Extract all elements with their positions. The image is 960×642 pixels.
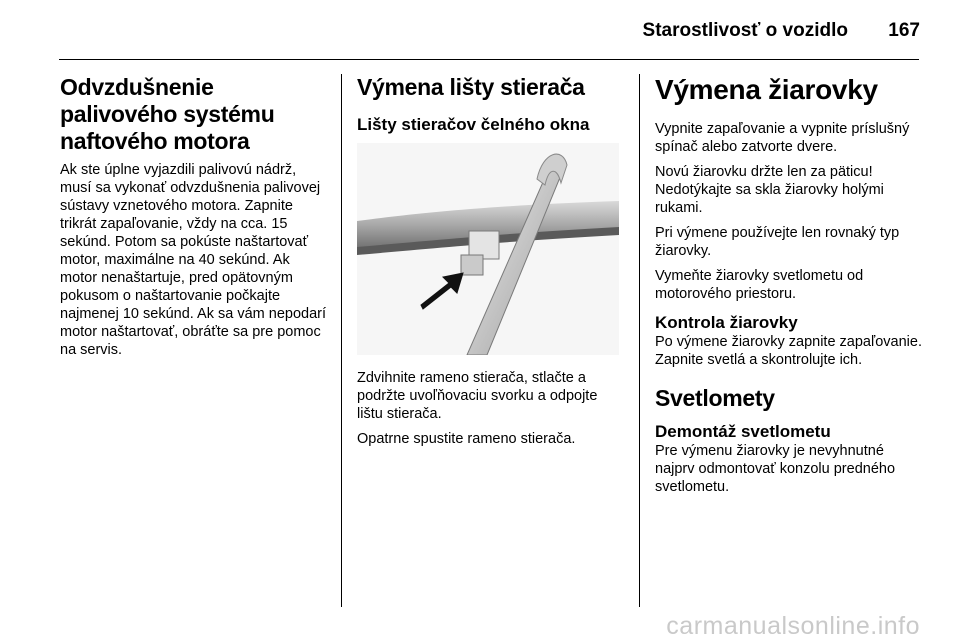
headlamp-removal-body: Pre výmenu žiarovky je nevyhnutné najprv odmontovať konzolu predného svetlometu. — [655, 443, 896, 495]
wiper-subheading: Lišty stieračov čelného okna — [357, 115, 590, 134]
bulb-para-1: Vypnite zapaľovanie a vypnite príslušný spínač alebo zatvorte dvere. — [655, 121, 910, 155]
bulb-check-heading: Kontrola žiarovky — [655, 313, 798, 332]
wiper-heading: Výmena lišty stierača — [357, 74, 585, 100]
column-divider-1 — [341, 74, 342, 607]
column-wiper-blade — [357, 74, 627, 455]
watermark: carmanualsonline.info — [666, 612, 920, 640]
bulb-para-3: Pri výmene používejte len rovnaký typ žiarovky. — [655, 225, 900, 259]
column-bulb-replacement — [655, 74, 925, 503]
wiper-step-2: Opatrne spustite rameno stierača. — [357, 431, 576, 447]
column-divider-2 — [639, 74, 640, 607]
bulb-heading: Výmena žiarovky — [655, 74, 878, 105]
bulb-check-body: Po výmene žiarovky zapnite zapaľovanie. Zapnite svetlá a skontrolujte ich. — [655, 334, 922, 368]
column-fuel-bleed — [60, 74, 330, 366]
page-number: 167 — [888, 20, 920, 41]
wiper-blade-illustration — [357, 143, 619, 355]
wiper-step-1: Zdvihnite rameno stierača, stlačte a podržte uvoľňovaciu svorku a odpojte lištu stierača. — [357, 370, 598, 422]
fuel-bleed-heading: Odvzdušnenie palivového systému naftového motora — [60, 74, 275, 154]
fuel-bleed-body: Ak ste úplne vyjazdili palivovú nádrž, musí sa vykonať odvzdušnenia palivovej sústavy vznetového motora. Zapnite trikrát zapaľovanie, vždy na cca. 15 sekúnd. Potom sa pokúste naštartovať motor, maximálne na 40 sekúnd. Ak motor nenaštartuje, pred opätovným pokusom o naštartovanie počkajte najmenej 10 sekúnd. Ak sa vám nepodarí motor naštartovať, obráťte sa pre pomoc na servis. — [60, 162, 326, 358]
wiper-blade-figure — [357, 143, 619, 355]
header-title: Starostlivosť o vozidlo — [642, 20, 848, 41]
header-divider — [59, 59, 919, 60]
page-header — [0, 0, 960, 60]
bulb-para-2: Novú žiarovku držte len za päticu! Nedotýkajte sa skla žiarovky holými rukami. — [655, 164, 884, 216]
bulb-para-4: Vymeňte žiarovky svetlometu od motorového priestoru. — [655, 268, 864, 302]
headlamp-removal-heading: Demontáž svetlometu — [655, 422, 831, 441]
headlamps-heading: Svetlomety — [655, 385, 775, 411]
